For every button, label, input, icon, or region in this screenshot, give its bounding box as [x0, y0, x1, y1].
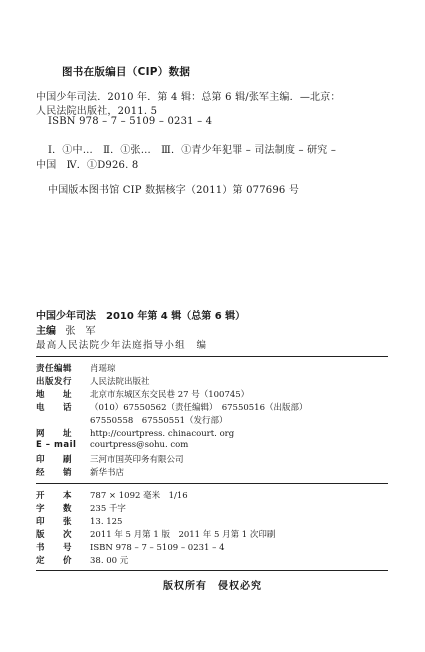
- publisher-row: [36, 401, 308, 413]
- row-value: 235 千字: [90, 504, 126, 514]
- row-label: 地 址: [36, 390, 73, 400]
- book-title: 中国少年司法 2010 年第 4 辑（总第 6 辑）: [36, 311, 246, 322]
- cip-isbn: ISBN 978 – 7 – 5109 – 0231 – 4: [48, 116, 213, 127]
- row-value: 新华书店: [90, 468, 125, 478]
- row-value: 38. 00 元: [90, 556, 129, 566]
- row-label: 印 刷: [36, 455, 73, 465]
- row-value: 北京市东城区东交民巷 27 号（100745）: [90, 390, 250, 400]
- row-label: 网 址: [36, 429, 73, 439]
- row-value: 人民法院出版社: [90, 377, 150, 387]
- row-value: （010）67550562（责任编辑） 67550516（出版部）: [90, 403, 308, 413]
- row-label: 版 次: [36, 530, 73, 540]
- row-label: 经 销: [36, 468, 73, 478]
- row-value: 三河市国英印务有限公司: [90, 455, 184, 465]
- cip-heading: 图书在版编目（CIP）数据: [62, 66, 191, 78]
- publisher-row: [36, 440, 188, 450]
- row-value: 787 × 1092 毫米 1/16: [90, 491, 188, 501]
- cip-classification: Ⅰ．①中… Ⅱ．①张… Ⅲ．①青少年犯罪 – 司法制度 – 研究 –: [48, 145, 337, 156]
- print-row: [36, 528, 275, 540]
- row-label: 开 本: [36, 491, 73, 501]
- divider-middle: [36, 483, 388, 484]
- row-value: 13. 125: [90, 517, 123, 527]
- divider-bottom: [36, 570, 388, 571]
- editor-line: [36, 322, 96, 337]
- row-value: 2011 年 5 月第 1 版 2011 年 5 月第 1 次印刷: [90, 530, 276, 540]
- publisher-row: [36, 375, 150, 387]
- row-label: E – mail: [36, 440, 77, 450]
- row-label: 出版发行: [36, 377, 73, 387]
- print-row: [36, 554, 128, 566]
- print-row: [36, 541, 225, 553]
- cip-line-1: 中国少年司法．2010 年．第 4 辑：总第 6 辑/张军主编．—北京：: [36, 92, 341, 103]
- row-label: 印 张: [36, 517, 73, 527]
- editor-label: 主编: [36, 326, 56, 337]
- website-link[interactable]: http://courtpress. chinacourt. org: [90, 429, 235, 439]
- divider-top: [36, 356, 388, 357]
- row-label: 责任编辑: [36, 364, 73, 374]
- publisher-row-cont: [90, 414, 228, 426]
- cip-classification-cont: 中国 Ⅳ．①D926. 8: [36, 160, 139, 171]
- print-row: [36, 502, 126, 514]
- print-row: [36, 515, 122, 527]
- publisher-row: [36, 453, 184, 465]
- row-value: 67550558 67550551（发行部）: [90, 416, 228, 426]
- publisher-row: [36, 362, 116, 374]
- print-row: [36, 489, 188, 501]
- cip-record-number: 中国版本图书馆 CIP 数据核字（2011）第 077696 号: [48, 185, 300, 196]
- cip-line-2: 人民法院出版社，2011. 5: [36, 106, 158, 117]
- row-label: 书 号: [36, 543, 73, 553]
- row-label: 电 话: [36, 403, 73, 413]
- email-link[interactable]: courtpress@sohu. com: [90, 440, 189, 450]
- row-label: 定 价: [36, 556, 73, 566]
- row-value: 肖瑶琼: [90, 364, 116, 374]
- row-label: 字 数: [36, 504, 73, 514]
- compiler: 最高人民法院少年法庭指导小组 编: [36, 340, 208, 351]
- row-value: ISBN 978 – 7 – 5109 – 0231 – 4: [90, 543, 225, 553]
- publisher-row: [36, 466, 124, 478]
- copyright-notice: 版权所有 侵权必究: [163, 581, 262, 592]
- publisher-row: [36, 427, 234, 439]
- publisher-row: [36, 388, 249, 400]
- editor-name: 张 军: [65, 326, 96, 337]
